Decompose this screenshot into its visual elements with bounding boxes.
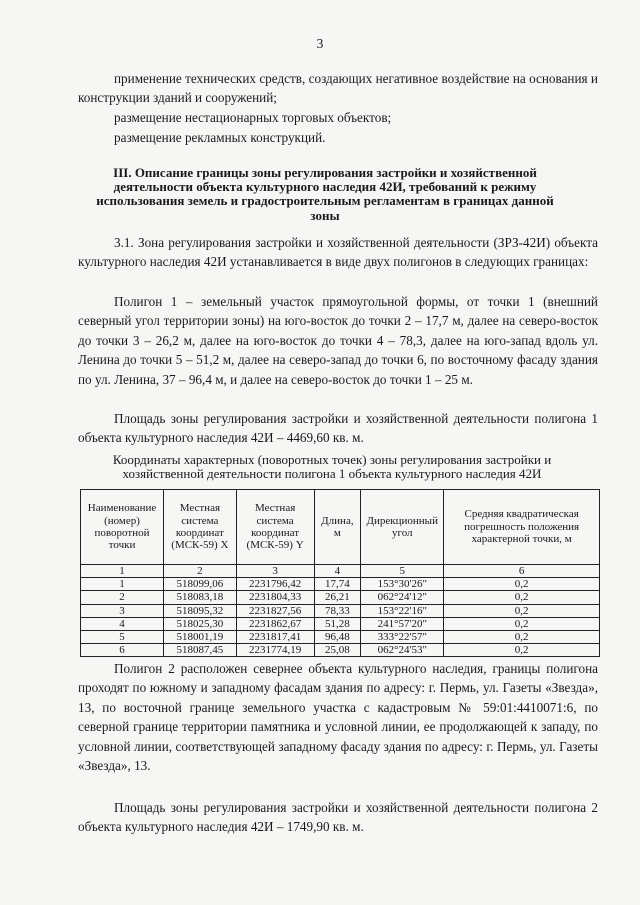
- table-cell: 96,48: [314, 630, 361, 643]
- table-cell: 2231804,33: [236, 591, 314, 604]
- column-header: Наименование (номер) поворотной точки: [81, 490, 164, 565]
- table-cell: 518095,32: [164, 604, 237, 617]
- coordinates-table: [80, 489, 600, 657]
- table-cell: 2: [81, 591, 164, 604]
- section-heading: III. Описание границы зоны регулирования застройки и хозяйственной деятельности объекта культурного наследия 42И, требований к режиму использования земель и градостроительным регламентам в границах данной зоны: [96, 165, 554, 223]
- column-number: 2: [164, 565, 237, 578]
- table-cell: 062°24'53": [361, 644, 444, 657]
- table-row: [81, 604, 600, 617]
- table-row: [81, 578, 600, 591]
- table-cell: 0,2: [444, 591, 600, 604]
- table-cell: 518087,45: [164, 644, 237, 657]
- table-row: [81, 630, 600, 643]
- table-cell: 518099,06: [164, 578, 237, 591]
- paragraph: Площадь зоны регулирования застройки и хозяйственной деятельности полигона 1 объекта культурного наследия 42И – 4469,60 кв. м.: [78, 411, 598, 446]
- table-cell: 062°24'12": [361, 591, 444, 604]
- table-row: [81, 617, 600, 630]
- table-cell: 0,2: [444, 604, 600, 617]
- table-cell: 2231827,56: [236, 604, 314, 617]
- page-number: 3: [316, 36, 324, 51]
- table-cell: 0,2: [444, 644, 600, 657]
- paragraph: Полигон 1 – земельный участок прямоугольной формы, от точки 1 (внешний северный угол территории зоны) на юго-восток до точки 2 – 17,7 м, далее на северо-восток до точки 3 – 26,2 м, далее на юго-восток до точки 4 – 78,3, далее на юго-запад вдоль ул. Ленина до точки 5 – 51,2 м, далее на северо-запад до точки 6, по восточному фасаду здания по ул. Ленина, 37 – 96,4 м, и далее на северо-восток до точки 1 – 25 м.: [78, 294, 598, 387]
- table-cell: 241°57'20": [361, 617, 444, 630]
- table-cell: 2231774,19: [236, 644, 314, 657]
- table-row: [81, 644, 600, 657]
- table-header-row: [81, 490, 600, 565]
- table-cell: 17,74: [314, 578, 361, 591]
- table-cell: 153°30'26": [361, 578, 444, 591]
- table-cell: 3: [81, 604, 164, 617]
- table-cell: 4: [81, 617, 164, 630]
- table-cell: 2231796,42: [236, 578, 314, 591]
- table-caption: Координаты характерных (поворотных точек) зоны регулирования застройки и хозяйственной деятельности полигона 1 объекта культурного наследия 42И: [112, 452, 552, 481]
- column-header: Дирекционный угол: [361, 490, 444, 565]
- table-row: [81, 591, 600, 604]
- column-header: Средняя квадратическая погрешность положения характерной точки, м: [444, 490, 600, 565]
- table-cell: 333°22'57": [361, 630, 444, 643]
- table-cell: 78,33: [314, 604, 361, 617]
- table-cell: 0,2: [444, 578, 600, 591]
- column-number: 1: [81, 565, 164, 578]
- table-cell: 2231862,67: [236, 617, 314, 630]
- table-cell: 25,08: [314, 644, 361, 657]
- table-cell: 51,28: [314, 617, 361, 630]
- paragraph: 3.1. Зона регулирования застройки и хозяйственной деятельности (ЗРЗ-42И) объекта культурного наследия 42И устанавливается в виде двух полигонов в следующих границах:: [78, 235, 598, 270]
- table-cell: 518083,18: [164, 591, 237, 604]
- paragraph: Площадь зоны регулирования застройки и хозяйственной деятельности полигона 2 объекта культурного наследия 42И – 1749,90 кв. м.: [78, 800, 598, 835]
- column-header: Длина, м: [314, 490, 361, 565]
- table-cell: 0,2: [444, 617, 600, 630]
- table-cell: 5: [81, 630, 164, 643]
- list-item: размещение нестационарных торговых объектов;: [114, 110, 392, 125]
- table-cell: 518025,30: [164, 617, 237, 630]
- list-item: размещение рекламных конструкций.: [114, 130, 326, 145]
- table-cell: 153°22'16": [361, 604, 444, 617]
- column-header: Местная система координат (МСК-59) Y: [236, 490, 314, 565]
- column-number: 4: [314, 565, 361, 578]
- table-cell: 0,2: [444, 630, 600, 643]
- column-header: Местная система координат (МСК-59) X: [164, 490, 237, 565]
- table-cell: 518001,19: [164, 630, 237, 643]
- column-number-row: [81, 565, 600, 578]
- table-cell: 2231817,41: [236, 630, 314, 643]
- table-cell: 6: [81, 644, 164, 657]
- table-cell: 1: [81, 578, 164, 591]
- column-number: 3: [236, 565, 314, 578]
- column-number: 5: [361, 565, 444, 578]
- column-number: 6: [444, 565, 600, 578]
- list-item: применение технических средств, создающих негативное воздействие на основания и конструкции зданий и сооружений;: [78, 71, 598, 106]
- table-cell: 26,21: [314, 591, 361, 604]
- paragraph: Полигон 2 расположен севернее объекта культурного наследия, границы полигона проходят по южному и западному фасадам здания по адресу: г. Пермь, ул. Газеты «Звезда», 13, по восточной границе земельного участка с кадастровым № 59:01:4410071:6, по северной границе территории памятника и условной линии, ее продолжающей к западу, по условной линии, соответствующей западному фасаду здания по адресу: г. Пермь, ул. Газеты «Звезда», 13.: [78, 661, 598, 774]
